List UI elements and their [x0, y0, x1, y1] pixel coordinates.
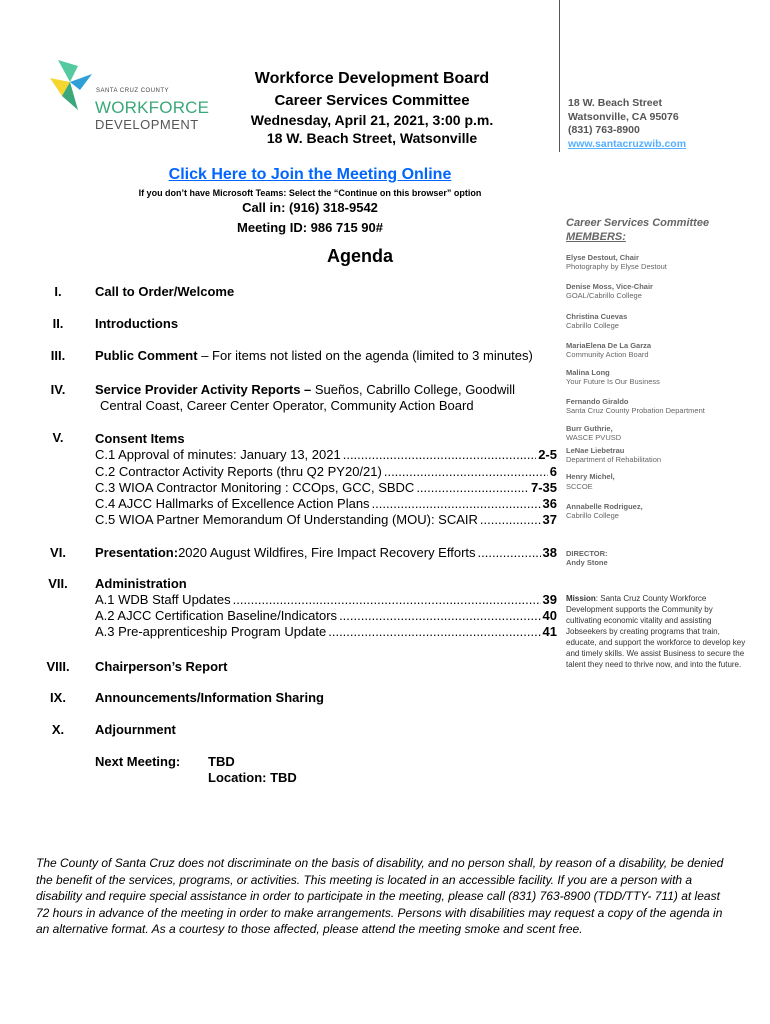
join-meeting-link[interactable]: Click Here to Join the Meeting Online [168, 166, 452, 183]
admin-sub-item: A.3 Pre-apprenticeship Program Update ..... 41 [95, 624, 557, 639]
agenda-item-adjournment: Adjournment [95, 722, 176, 737]
teams-note: If you don’t have Microsoft Teams: Select the “Continue on this browser” option [138, 188, 482, 198]
meeting-id: Meeting ID: 986 715 90# [237, 220, 383, 235]
address-street: 18 W. Beach Street [568, 97, 662, 109]
agenda-item-administration: Administration [95, 576, 187, 591]
member-org: GOAL/Cabrillo College [566, 291, 642, 300]
agenda-item-provider-reports-cont: Central Coast, Career Center Operator, Community Action Board [100, 398, 474, 413]
logo-county: SANTA CRUZ COUNTY [96, 88, 170, 94]
committee-title: Career Services Committee [274, 92, 470, 109]
agenda-item-presentation: Presentation: 2020 August Wildfires, Fire Impact Recovery Efforts ..... 38 [95, 545, 557, 560]
consent-sub-item: C.1 Approval of minutes: January 13, 2021 ..... 2-5 [95, 447, 557, 462]
website-link[interactable]: www.santacruzwib.com [568, 138, 687, 150]
member-org: Cabrillo College [566, 321, 619, 330]
logo-development: DEVELOPMENT [95, 117, 199, 132]
member-name: Burr Guthrie, [566, 424, 613, 433]
agenda-item-consent: Consent Items [95, 431, 185, 446]
member-name: Christina Cuevas [566, 312, 628, 321]
admin-sub-item: A.1 WDB Staff Updates ..... 39 [95, 592, 557, 607]
member-org: Department of Rehabilitation [566, 455, 662, 464]
call-in-number: Call in: (916) 318-9542 [242, 200, 378, 215]
board-title: Workforce Development Board [254, 70, 490, 87]
member-name: Annabelle Rodriguez, [566, 502, 643, 511]
agenda-item-provider-reports: Service Provider Activity Reports – Sueños, Cabrillo College, Goodwill [95, 382, 516, 397]
admin-sub-item: A.2 AJCC Certification Baseline/Indicators ..... 40 [95, 608, 557, 623]
address-phone: (831) 763-8900 [568, 124, 640, 136]
member-org: SCCOE [566, 482, 593, 491]
next-meeting-location: Location: TBD [208, 770, 297, 785]
member-name: Denise Moss, Vice-Chair [566, 282, 653, 291]
workforce-logo-mark [48, 56, 96, 112]
consent-sub-item: C.2 Contractor Activity Reports (thru Q2 PY20/21) ..... 6 [95, 464, 557, 479]
item-number: II. [52, 316, 64, 331]
item-number: V. [52, 430, 64, 445]
agenda-item-announcements: Announcements/Information Sharing [95, 690, 324, 705]
member-name: Fernando Giraldo [566, 397, 629, 406]
item-number: VI. [50, 545, 66, 560]
item-number: VII. [48, 576, 68, 591]
agenda-heading: Agenda [326, 246, 393, 266]
agenda-item-chair-report: Chairperson’s Report [95, 659, 228, 674]
member-name: MariaElena De La Garza [566, 341, 652, 350]
members-label: MEMBERS: [566, 231, 626, 243]
member-org: Santa Cruz County Probation Department [566, 406, 705, 415]
logo-workforce: WORKFORCE [95, 98, 210, 117]
member-name: Malina Long [566, 368, 610, 377]
members-heading: Career Services Committee [566, 217, 710, 229]
agenda-item-public-comment: Public Comment – For items not listed on the agenda (limited to 3 minutes) [95, 348, 533, 363]
next-meeting-label: Next Meeting: [95, 754, 181, 769]
consent-sub-item: C.3 WIOA Contractor Monitoring : CCOps, GCC, SBDC ..... 7-35 [95, 480, 557, 495]
item-number: X. [51, 722, 65, 737]
mission-statement: Mission: Santa Cruz County Workforce Development supports the Community by cultivating economic vitality and assisting Jobseekers by creating programs that train, educate, and support the workforce to develop key and timely skills. We assist Business to secure the talent they need to thrive now, and into the future. [566, 594, 746, 669]
director-label: DIRECTOR: [566, 549, 608, 558]
address-city: Watsonville, CA 95076 [568, 111, 679, 123]
member-org: Community Action Board [566, 350, 649, 359]
consent-sub-item: C.4 AJCC Hallmarks of Excellence Action Plans ..... 36 [95, 496, 557, 511]
item-number: I. [54, 284, 62, 299]
member-org: Cabrillo College [566, 511, 619, 520]
item-number: IX. [50, 690, 66, 705]
agenda-item-call-to-order: Call to Order/Welcome [95, 284, 235, 299]
item-number: VIII. [46, 659, 70, 674]
member-name: LeNae Liebetrau [566, 446, 625, 455]
next-meeting-value: TBD [208, 754, 235, 769]
director-name: Andy Stone [566, 558, 608, 567]
meeting-datetime: Wednesday, April 21, 2021, 3:00 p.m. [250, 112, 494, 128]
item-number: III. [50, 348, 66, 363]
member-org: Photography by Elyse Destout [566, 262, 667, 271]
member-name: Elyse Destout, Chair [566, 253, 639, 262]
agenda-item-introductions: Introductions [95, 316, 179, 331]
member-org: WASCE PVUSD [566, 433, 622, 442]
accessibility-notice: The County of Santa Cruz does not discriminate on the basis of disability, and no person shall, by reason of a disability, be denied the benefit of the services, programs, or activities. This meeting is located in an accessible facility. If you are a person with a disability and require special assistance in order to participate in the meeting, please call (831) 763-8900 (TDD/TTY- 711) at least 72 hours in advance of the meeting in order to make arrangements. Persons with disabilities may request a copy of the agenda in an alternative format. As a courtesy to those affected, please attend the meeting smoke and scent free. [36, 856, 724, 936]
member-name: Henry Michel, [566, 472, 615, 481]
member-org: Your Future Is Our Business [566, 377, 660, 386]
meeting-location: 18 W. Beach Street, Watsonville [266, 130, 478, 146]
divider [559, 0, 560, 152]
item-number: IV. [50, 382, 66, 397]
consent-sub-item: C.5 WIOA Partner Memorandum Of Understanding (MOU): SCAIR ..... 37 [95, 512, 557, 527]
